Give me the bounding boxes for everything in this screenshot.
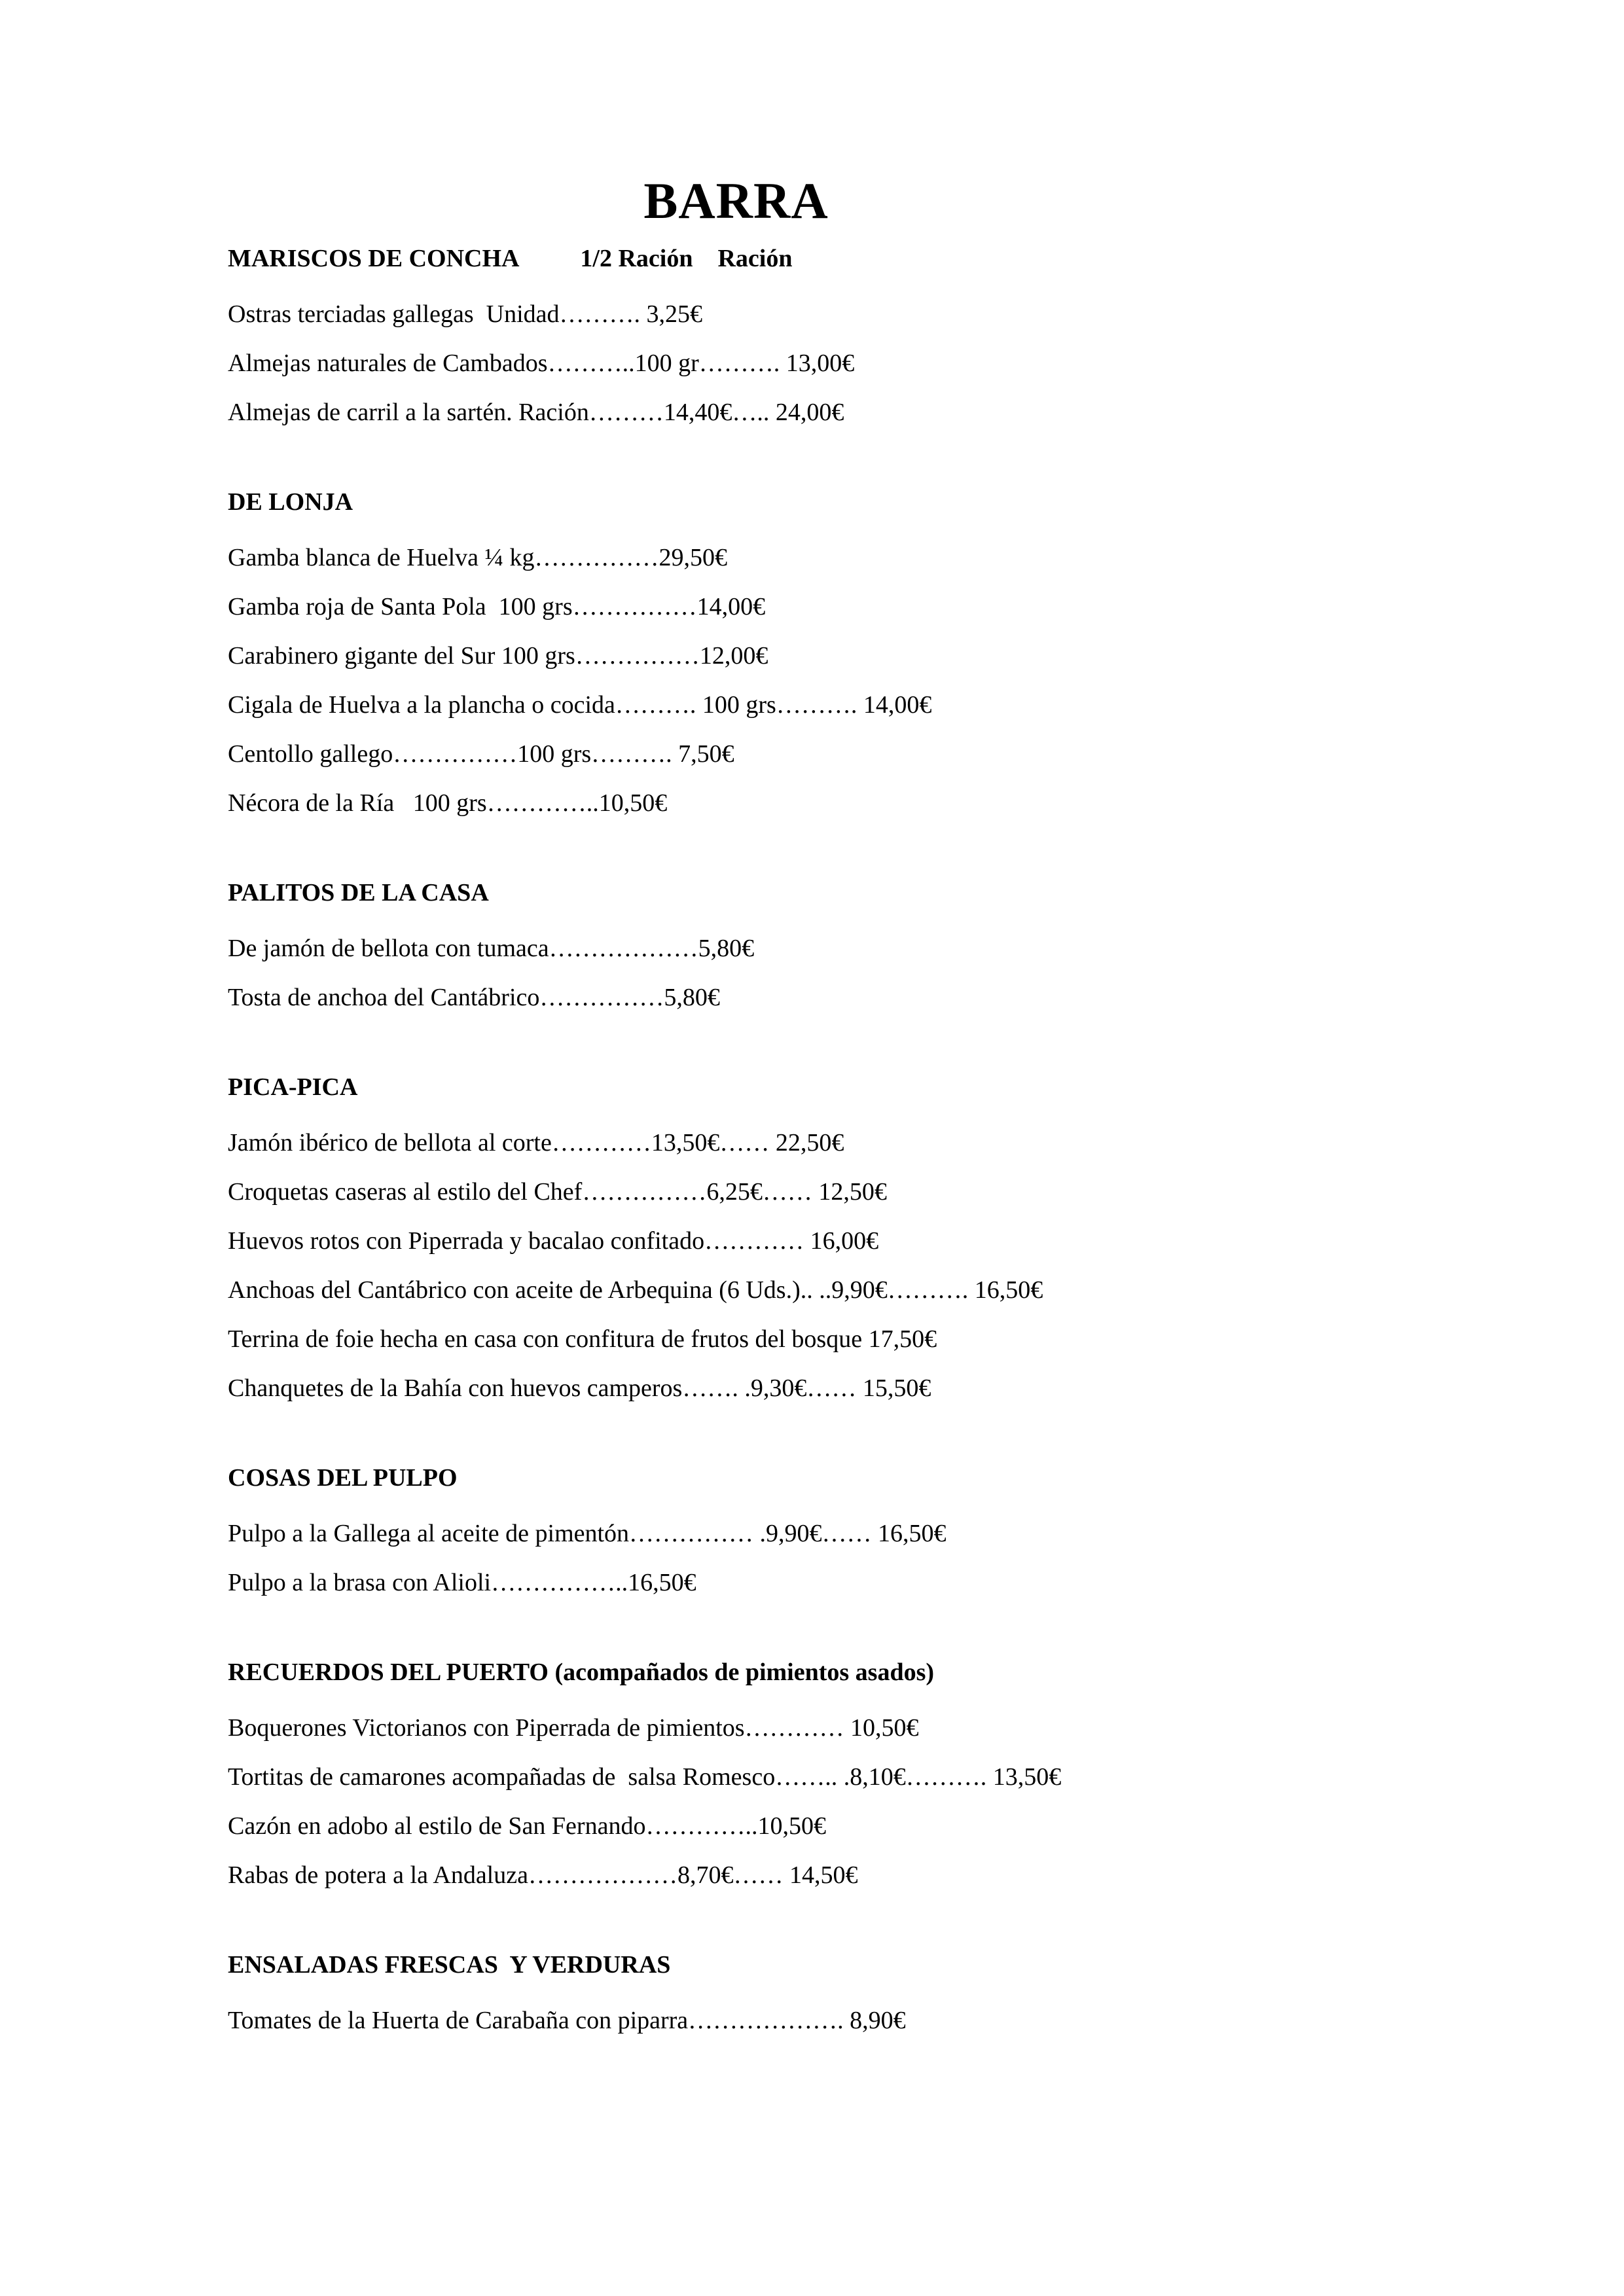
menu-item: Pulpo a la Gallega al aceite de pimentón…………… .9,90€…… 16,50€: [228, 1520, 947, 1547]
menu-item: Chanquetes de la Bahía con huevos camperos……. .9,30€…… 15,50€: [228, 1374, 931, 1402]
menu-item: Pulpo a la brasa con Alioli……………..16,50€: [228, 1569, 696, 1596]
portion-column-labels: 1/2 Ración Ración: [518, 245, 793, 272]
section-spacer: [228, 1034, 1428, 1075]
menu-item: Tomates de la Huerta de Carabaña con piparra………………. 8,90€: [228, 2007, 906, 2034]
section-spacer: [228, 1425, 1428, 1465]
section-heading-palitos-de-la-casa: PALITOS DE LA CASA: [228, 879, 489, 906]
section-heading-recuerdos-del-puerto: RECUERDOS DEL PUERTO (acompañados de pimientos asados): [228, 1659, 935, 1686]
menu-section-cosas-del-pulpo: [228, 1465, 1428, 1619]
page-title: BARRA: [643, 172, 829, 229]
menu-section-palitos-de-la-casa: [228, 880, 1428, 1034]
menu-item: Almejas de carril a la sartén. Ración………14,40€….. 24,00€: [228, 399, 844, 426]
menu-item: Terrina de foie hecha en casa con confitura de frutos del bosque 17,50€: [228, 1325, 937, 1353]
menu-item: Almejas naturales de Cambados………..100 gr………. 13,00€: [228, 350, 855, 377]
section-spacer: [228, 840, 1428, 880]
menu-sections: [228, 246, 1428, 2057]
menu-item: Ostras terciadas gallegas Unidad………. 3,25€: [228, 300, 702, 328]
section-heading-ensaladas-frescas-y-verduras: ENSALADAS FRESCAS Y VERDURAS: [228, 1951, 671, 1979]
menu-section-pica-pica: [228, 1075, 1428, 1425]
menu-item: Boquerones Victorianos con Piperrada de pimientos………… 10,50€: [228, 1714, 919, 1742]
menu-item: Cazón en adobo al estilo de San Fernando…………..10,50€: [228, 1812, 826, 1840]
menu-item: Anchoas del Cantábrico con aceite de Arbequina (6 Uds.).. ..9,90€………. 16,50€: [228, 1276, 1043, 1304]
section-heading-de-lonja: DE LONJA: [228, 488, 353, 516]
menu-item: Tosta de anchoa del Cantábrico……………5,80€: [228, 984, 720, 1011]
menu-item: Jamón ibérico de bellota al corte…………13,50€…… 22,50€: [228, 1129, 844, 1157]
section-spacer: [228, 449, 1428, 490]
menu-item: De jamón de bellota con tumaca………………5,80€: [228, 935, 755, 962]
menu-item: Gamba blanca de Huelva ¼ kg……………29,50€: [228, 544, 727, 571]
menu-item: Cigala de Huelva a la plancha o cocida………. 100 grs………. 14,00€: [228, 691, 932, 719]
menu-item: Tortitas de camarones acompañadas de salsa Romesco…….. .8,10€………. 13,50€: [228, 1763, 1062, 1791]
menu-section-de-lonja: [228, 490, 1428, 840]
section-spacer: [228, 1912, 1428, 1952]
menu-item: Huevos rotos con Piperrada y bacalao confitado………… 16,00€: [228, 1227, 879, 1255]
menu-item: Nécora de la Ría 100 grs…………..10,50€: [228, 789, 668, 817]
menu-item: Rabas de potera a la Andaluza………………8,70€…… 14,50€: [228, 1861, 858, 1889]
menu-item: Centollo gallego……………100 grs………. 7,50€: [228, 740, 734, 768]
section-spacer: [228, 1619, 1428, 1660]
menu-section-mariscos-de-concha: [228, 246, 1428, 449]
section-heading-label: MARISCOS DE CONCHA: [228, 245, 518, 272]
menu-item: Gamba roja de Santa Pola 100 grs……………14,00€: [228, 593, 766, 620]
section-heading-mariscos-de-concha: [228, 246, 1428, 295]
section-heading-cosas-del-pulpo: COSAS DEL PULPO: [228, 1464, 458, 1492]
menu-section-ensaladas-frescas-y-verduras: [228, 1952, 1428, 2057]
menu-item: Croquetas caseras al estilo del Chef……………6,25€…… 12,50€: [228, 1178, 887, 1206]
menu-section-recuerdos-del-puerto: [228, 1660, 1428, 1912]
menu-item: Carabinero gigante del Sur 100 grs……………12,00€: [228, 642, 768, 670]
section-heading-pica-pica: PICA-PICA: [228, 1073, 358, 1101]
